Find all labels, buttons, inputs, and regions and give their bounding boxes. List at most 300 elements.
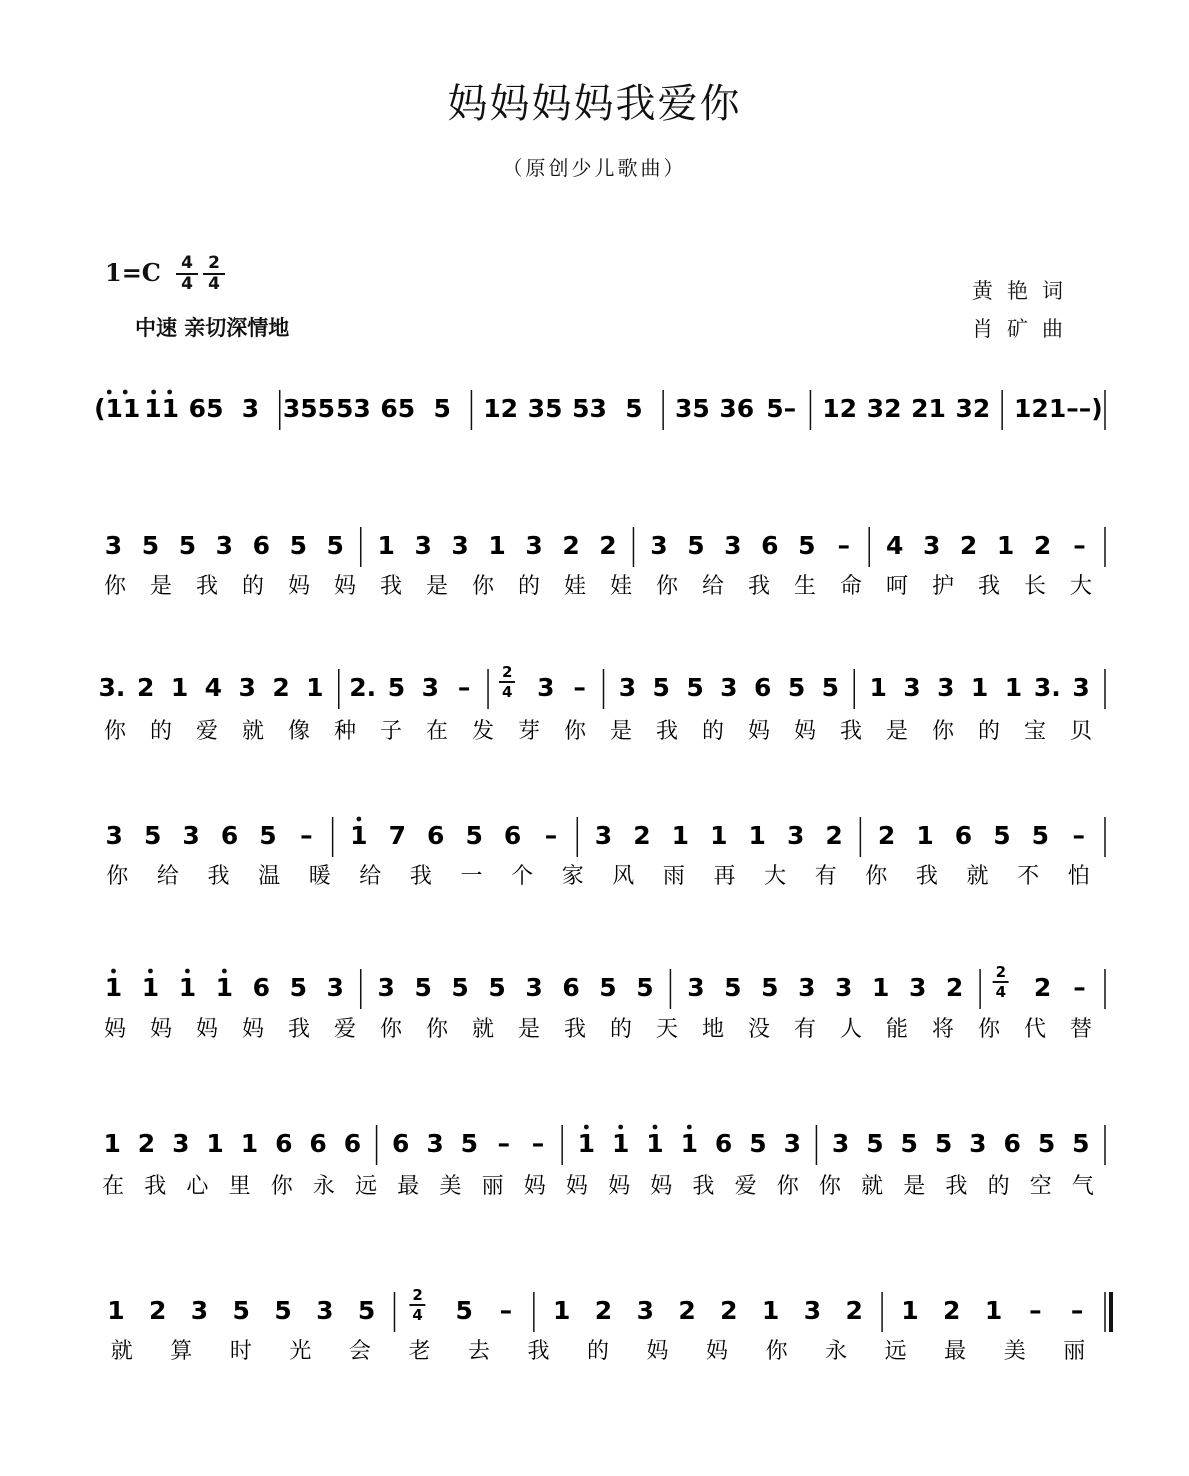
note: 5 xyxy=(232,1296,250,1325)
lyric-char: 会 xyxy=(348,1339,371,1364)
note: 6 xyxy=(252,973,271,1002)
note: 1 xyxy=(680,1129,699,1158)
dash: – xyxy=(531,1129,545,1158)
note: 2 xyxy=(943,1296,961,1325)
lyric-char: 的 xyxy=(241,574,265,599)
note: 3 xyxy=(937,673,955,702)
note: 1 xyxy=(240,1129,259,1158)
note: 1 xyxy=(577,1129,596,1158)
note: 5 xyxy=(993,821,1011,850)
meter-numerator: 4 xyxy=(176,254,198,275)
note: 3 xyxy=(835,973,853,1002)
high-octave-dot xyxy=(111,969,116,974)
lyric-char: 我 xyxy=(915,864,938,889)
note: 5 xyxy=(274,1296,292,1325)
note: 3 xyxy=(636,1296,654,1325)
tempo-marking: 中速 亲切深情地 xyxy=(135,316,290,340)
note: 5 xyxy=(451,973,469,1002)
lyric-char: 妈 xyxy=(565,1174,588,1199)
lyric-char: 我 xyxy=(655,719,679,744)
lyric-char: 你 xyxy=(471,574,495,599)
note: 1 xyxy=(611,1129,630,1158)
lyric-char: 的 xyxy=(609,1017,633,1042)
lyric-char: 去 xyxy=(467,1339,490,1364)
note: 6 xyxy=(562,973,580,1002)
lyric-char: 妈 xyxy=(747,719,771,744)
note: 3 xyxy=(451,531,469,560)
dash: – xyxy=(1029,1296,1042,1325)
note: 3 xyxy=(908,973,927,1002)
note: 5– xyxy=(766,394,797,423)
note: 1 xyxy=(306,673,324,702)
note: 1 xyxy=(748,821,766,850)
note: 5 xyxy=(934,1129,953,1158)
lyric-char: 是 xyxy=(903,1174,926,1199)
note: 1 xyxy=(350,821,368,850)
lyric-char: 妈 xyxy=(333,574,357,599)
note: 5 xyxy=(488,973,506,1002)
lyric-char: 气 xyxy=(1071,1174,1094,1199)
lyric-char: 大 xyxy=(764,864,787,889)
note: 12 xyxy=(822,394,858,423)
lyric-char: 你 xyxy=(865,864,888,889)
note: 5 xyxy=(900,1129,918,1158)
lyric-char: 妈 xyxy=(706,1339,729,1364)
lyric-char: 远 xyxy=(355,1174,378,1199)
note: 65 xyxy=(380,394,416,423)
note: 3 xyxy=(724,531,742,560)
dash: – xyxy=(544,821,558,850)
high-octave-dot xyxy=(356,817,361,822)
dash: – xyxy=(457,673,471,702)
lyric-char: 将 xyxy=(931,1017,955,1042)
lyric-char: 给 xyxy=(156,864,179,889)
note: 6 xyxy=(753,673,772,702)
lyric-char: 老 xyxy=(408,1339,431,1364)
song-title: 妈妈妈妈我爱你 xyxy=(447,81,742,127)
note: 65 xyxy=(188,394,224,423)
note: 35 xyxy=(674,394,710,423)
note: 5 xyxy=(465,821,483,850)
note: 3 xyxy=(831,1129,850,1158)
lyric-char: 芽 xyxy=(517,719,541,744)
note: 6 xyxy=(252,531,271,560)
meter-change-numerator: 2 xyxy=(995,963,1007,981)
note: 1 xyxy=(984,1296,1003,1325)
note: 3 xyxy=(182,821,200,850)
lyric-char: 妈 xyxy=(608,1174,631,1199)
note: 2 xyxy=(1033,973,1052,1002)
key-signature: 1=C xyxy=(105,258,161,287)
note: 2 xyxy=(720,1296,738,1325)
note: 1 xyxy=(970,673,989,702)
dash: – xyxy=(573,673,586,702)
note: 3 xyxy=(786,821,805,850)
lyric-char: 是 xyxy=(517,1017,541,1042)
meter-numerator: 2 xyxy=(203,254,225,275)
lyric-char: 天 xyxy=(655,1017,679,1042)
note: 3. xyxy=(98,673,126,702)
lyric-char: 我 xyxy=(409,864,432,889)
note: 6 xyxy=(427,821,445,850)
lyric-char: 我 xyxy=(839,719,863,744)
lyric-char: 你 xyxy=(106,864,129,889)
note: 3 xyxy=(326,973,344,1002)
lyric-char: 我 xyxy=(144,1174,167,1199)
note: 1 xyxy=(553,1296,571,1325)
note: 3 xyxy=(377,973,395,1002)
lyric-char: 里 xyxy=(228,1174,251,1199)
lyric-char: 丽 xyxy=(1063,1339,1086,1364)
note: 1 xyxy=(206,1129,224,1158)
note: 1 xyxy=(761,1296,780,1325)
note: 1 xyxy=(1004,673,1023,702)
note: 3 xyxy=(104,531,123,560)
lyric-char: 妈 xyxy=(523,1174,546,1199)
lyric-char: 是 xyxy=(609,719,633,744)
lyric-char: 娃 xyxy=(563,574,587,599)
note: 2 xyxy=(1033,531,1052,560)
lyric-char: 妈 xyxy=(149,1017,173,1042)
note: 2. xyxy=(349,673,377,702)
note: 1 xyxy=(996,531,1015,560)
note: 3 xyxy=(316,1296,334,1325)
note: 5 xyxy=(289,973,307,1002)
lyric-char: 我 xyxy=(207,864,230,889)
note: 5 xyxy=(414,973,432,1002)
lyric-char: 妈 xyxy=(195,1017,219,1042)
lyric-char: 像 xyxy=(287,719,311,744)
note: 5 xyxy=(143,821,162,850)
note: 1 xyxy=(710,821,728,850)
note: 2 xyxy=(945,973,964,1002)
note: 3 xyxy=(720,673,738,702)
note: 2 xyxy=(137,673,155,702)
meter-change-denominator: 4 xyxy=(995,983,1007,1001)
note: 6 xyxy=(761,531,779,560)
note: 6 xyxy=(954,821,973,850)
note: 3 xyxy=(803,1296,822,1325)
lyric-char: 最 xyxy=(944,1339,967,1364)
note: 5 xyxy=(686,673,704,702)
lyric-char: 最 xyxy=(397,1174,420,1199)
lyric-char: 爱 xyxy=(734,1174,757,1199)
note: 355 xyxy=(282,394,336,423)
lyric-char: 再 xyxy=(713,864,736,889)
lyric-char: 子 xyxy=(379,719,403,744)
lyric-char: 你 xyxy=(655,574,679,599)
note: 5 xyxy=(599,973,617,1002)
lyric-char: 替 xyxy=(1069,1017,1093,1042)
lyric-char: 命 xyxy=(839,574,863,599)
meter-change-denominator: 4 xyxy=(501,683,513,701)
note: 5 xyxy=(636,973,654,1002)
note: 5 xyxy=(625,394,643,423)
lyric-char: 家 xyxy=(561,864,584,889)
note: 5 xyxy=(652,673,670,702)
high-octave-dot xyxy=(584,1125,589,1130)
note: 1 xyxy=(916,821,934,850)
note: 6 xyxy=(220,821,239,850)
note: 5 xyxy=(178,531,197,560)
lyric-char: 的 xyxy=(149,719,173,744)
lyric-char: 你 xyxy=(270,1174,293,1199)
dash: – xyxy=(1073,973,1086,1002)
lyric-char: 是 xyxy=(425,574,449,599)
note: 2 xyxy=(877,821,896,850)
note: 3 xyxy=(215,531,234,560)
high-octave-dot xyxy=(167,390,172,395)
note: 2 xyxy=(599,531,617,560)
note: 1 xyxy=(178,973,197,1002)
note: 3 xyxy=(525,973,543,1002)
note: 6 xyxy=(714,1129,733,1158)
lyric-char: 娃 xyxy=(609,574,633,599)
lyric-char: 我 xyxy=(379,574,403,599)
lyric-char: 你 xyxy=(765,1339,788,1364)
lyric-char: 爱 xyxy=(195,719,219,744)
note: 1 xyxy=(107,1296,125,1325)
lyric-char: 妈 xyxy=(241,1017,265,1042)
note: 5 xyxy=(761,973,779,1002)
note: 1 xyxy=(170,673,189,702)
note: 1 xyxy=(869,673,887,702)
lyric-char: 能 xyxy=(885,1017,909,1042)
lyric-char: 我 xyxy=(563,1017,587,1042)
lyric-char: 长 xyxy=(1023,574,1047,599)
note: 32 xyxy=(955,394,991,423)
note: 5 xyxy=(1031,821,1050,850)
meter-denominator: 4 xyxy=(181,274,193,294)
dash: – xyxy=(837,531,850,560)
lyric-char: 生 xyxy=(793,574,817,599)
lyric-char: 不 xyxy=(1017,864,1040,889)
lyric-char: 你 xyxy=(563,719,587,744)
note: 5 xyxy=(326,531,344,560)
lyric-char: 空 xyxy=(1029,1174,1052,1199)
note: 5 xyxy=(821,673,840,702)
lyric-char: 妈 xyxy=(650,1174,673,1199)
note: 1 xyxy=(901,1296,919,1325)
note: 2 xyxy=(678,1296,696,1325)
lyric-char: 时 xyxy=(229,1339,252,1364)
high-octave-dot xyxy=(185,969,190,974)
lyric-char: 发 xyxy=(471,719,495,744)
lyric-char: 代 xyxy=(1023,1017,1047,1042)
note: 5 xyxy=(1037,1129,1056,1158)
lyric-char: 你 xyxy=(103,719,127,744)
note: 5 xyxy=(455,1296,473,1325)
note: 12 xyxy=(483,394,519,423)
note: (11 xyxy=(94,394,141,423)
note: 2 xyxy=(825,821,843,850)
lyric-char: 就 xyxy=(241,719,265,744)
lyric-char: 爱 xyxy=(333,1017,357,1042)
lyric-char: 丽 xyxy=(481,1174,504,1199)
lyric-char: 地 xyxy=(701,1017,725,1042)
note: 11 xyxy=(144,394,180,423)
lyric-char: 有 xyxy=(814,864,837,889)
note: 6 xyxy=(1003,1129,1021,1158)
lyric-char: 的 xyxy=(987,1174,1010,1199)
lyric-char: 我 xyxy=(747,574,771,599)
note: 1 xyxy=(103,1129,121,1158)
dash: – xyxy=(499,1296,513,1325)
note: 3 xyxy=(903,673,921,702)
high-octave-dot xyxy=(618,1125,623,1130)
lyric-char: 你 xyxy=(977,1017,1001,1042)
note: 5 xyxy=(787,673,806,702)
note: 1 xyxy=(215,973,234,1002)
note: 5 xyxy=(724,973,742,1002)
note: 3 xyxy=(969,1129,987,1158)
note: 6 xyxy=(392,1129,410,1158)
note: 53 xyxy=(572,394,607,423)
lyric-char: 我 xyxy=(692,1174,715,1199)
lyric-char: 的 xyxy=(977,719,1001,744)
lyric-char: 妈 xyxy=(103,1017,127,1042)
note: 5 xyxy=(289,531,307,560)
note: 3 xyxy=(238,673,256,702)
note: 3 xyxy=(687,973,705,1002)
lyric-char: 你 xyxy=(425,1017,449,1042)
lyric-char: 是 xyxy=(885,719,909,744)
meter-denominator: 4 xyxy=(208,274,220,294)
composer-credit: 肖矿曲 xyxy=(972,317,1077,341)
high-octave-dot xyxy=(148,969,153,974)
note: 5 xyxy=(387,673,406,702)
note: 5 xyxy=(259,821,277,850)
meter-change-numerator: 2 xyxy=(501,663,513,681)
note: 2 xyxy=(633,821,651,850)
lyric-char: 有 xyxy=(793,1017,817,1042)
note: 36 xyxy=(719,394,755,423)
dash: – xyxy=(1072,821,1086,850)
note: 3 xyxy=(190,1296,209,1325)
note: 4 xyxy=(886,531,904,560)
lyric-char: 呵 xyxy=(885,574,909,599)
note: 6 xyxy=(503,821,522,850)
lyric-char: 我 xyxy=(527,1339,550,1364)
note: 3 xyxy=(525,531,543,560)
dash: – xyxy=(1073,531,1086,560)
song-subtitle: （原创少儿歌曲） xyxy=(502,156,687,180)
lyric-char: 贝 xyxy=(1069,719,1093,744)
high-octave-dot xyxy=(107,390,112,395)
lyric-char: 你 xyxy=(776,1174,799,1199)
lyricist-credit: 黄艳词 xyxy=(972,279,1077,303)
lyric-char: 我 xyxy=(977,574,1001,599)
note: 1 xyxy=(646,1129,664,1158)
lyric-char: 大 xyxy=(1069,574,1093,599)
note: 4 xyxy=(204,673,223,702)
note: 32 xyxy=(866,394,902,423)
lyric-char: 给 xyxy=(359,864,382,889)
note: 6 xyxy=(275,1129,293,1158)
note: 3. xyxy=(1033,673,1061,702)
note: 2 xyxy=(959,531,978,560)
note: 2 xyxy=(137,1129,156,1158)
lyric-char: 的 xyxy=(517,574,541,599)
note: 5 xyxy=(798,531,816,560)
lyric-char: 永 xyxy=(312,1174,335,1199)
note: 2 xyxy=(845,1296,863,1325)
note: 5 xyxy=(866,1129,884,1158)
lyric-char: 宝 xyxy=(1023,719,1047,744)
lyric-char: 在 xyxy=(102,1174,125,1199)
lyric-char: 我 xyxy=(195,574,219,599)
lyric-char: 心 xyxy=(186,1174,209,1199)
dash: – xyxy=(300,821,313,850)
lyric-char: 就 xyxy=(861,1174,884,1199)
note: 35 xyxy=(527,394,563,423)
lyric-char: 是 xyxy=(149,574,173,599)
note: 21 xyxy=(911,394,946,423)
lyric-char: 种 xyxy=(333,719,357,744)
high-octave-dot xyxy=(687,1125,692,1130)
lyric-char: 怕 xyxy=(1067,864,1090,889)
note: 1 xyxy=(872,973,890,1002)
dash: – xyxy=(1070,1296,1084,1325)
note: 3 xyxy=(426,1129,444,1158)
note: 53 xyxy=(335,394,371,423)
note: 3 xyxy=(922,531,941,560)
note: 2 xyxy=(148,1296,167,1325)
lyric-char: 美 xyxy=(439,1174,462,1199)
lyric-char: 妈 xyxy=(793,719,817,744)
lyric-char: 永 xyxy=(825,1339,848,1364)
note: 6 xyxy=(309,1129,327,1158)
lyric-char: 暖 xyxy=(308,864,331,889)
note: 5 xyxy=(460,1129,479,1158)
high-octave-dot xyxy=(151,390,156,395)
note: 3 xyxy=(414,531,432,560)
lyric-char: 护 xyxy=(931,574,955,599)
meter-change-denominator: 4 xyxy=(412,1306,423,1324)
note: 7 xyxy=(388,821,407,850)
note: 3 xyxy=(783,1129,801,1158)
lyric-char: 给 xyxy=(701,574,725,599)
lyric-char: 温 xyxy=(258,864,281,889)
lyric-char: 雨 xyxy=(662,864,685,889)
note: 1 xyxy=(377,531,395,560)
note: 1 xyxy=(141,973,160,1002)
note: 1 xyxy=(671,821,690,850)
note: 3 xyxy=(105,821,123,850)
note: 3 xyxy=(650,531,668,560)
lyric-char: 我 xyxy=(287,1017,311,1042)
lyric-char: 的 xyxy=(586,1339,610,1364)
lyric-char: 风 xyxy=(612,864,635,889)
note: 5 xyxy=(141,531,160,560)
lyric-char: 就 xyxy=(471,1017,495,1042)
lyric-char: 光 xyxy=(289,1339,312,1364)
note: 5 xyxy=(357,1296,376,1325)
lyric-char: 远 xyxy=(884,1339,907,1364)
note: 6 xyxy=(343,1129,362,1158)
lyric-char: 妈 xyxy=(646,1339,669,1364)
note: 1 xyxy=(488,531,506,560)
meter-change-numerator: 2 xyxy=(412,1286,423,1304)
note: 1 xyxy=(104,973,123,1002)
lyric-char: 算 xyxy=(170,1339,193,1364)
lyric-char: 你 xyxy=(103,574,127,599)
note: 3 xyxy=(798,973,816,1002)
lyric-char: 妈 xyxy=(287,574,311,599)
note: 2 xyxy=(594,1296,613,1325)
dash: – xyxy=(497,1129,510,1158)
note: 1––) xyxy=(1048,394,1103,423)
